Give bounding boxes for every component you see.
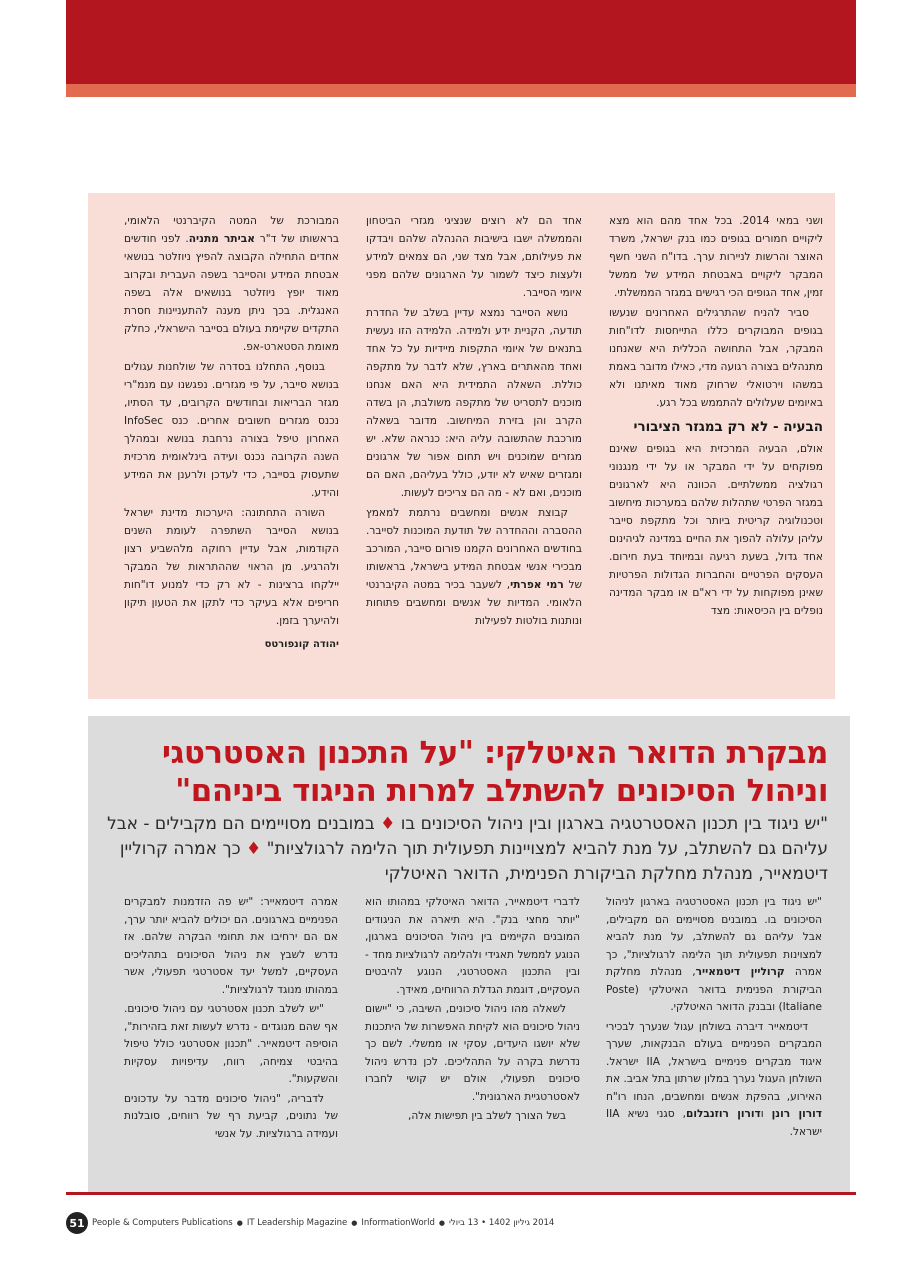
paragraph: לדברי דיטמאייר, הדואר האיטלקי במהותו הוא "יותר מחצי בנק". היא תיארה את הניגודים המובנים הקיימים בין ניהול הסיכונים בארגון, הנוגע לממשל תאגידי ולהלימה לרגולציות מחד - ובין התכנון האסטרטגי, הנוגע להיבטים העסקיים, דוגמת הגדלת הרווחים, מאידך. [365,896,580,996]
person-name: דורון רונן [771,1108,822,1120]
upper-article-column-1 [609,212,823,622]
person-name: קרוליין דיטמאייר [695,966,785,978]
paragraph: לדבריה, "ניהול סיכונים מדבר על עדכונים של נתונים, קביעת רף של רווחים, סובלנות ועמידה ברגולציות. על אנשי [124,1092,338,1140]
publisher-name: People & Computers Publications [92,1218,233,1228]
top-banner-stripe [66,84,856,97]
person-name: אביתר מתניה [188,233,255,245]
paragraph: דיטמאייר דיברה בשולחן עגול שנערך לבכירי המבקרים הפנימיים בעולם הבנקאות, שערך איגוד מבקרים פנימיים בישראל, IIA ישראל. השולחן העגול נערך במלון שרתון בתל אביב. את האירוע, בהפקת אנשים ומחשבים, הנחו רו"ח דורון רונן ודורון רוזנבלום, סגני נשיא IIA ישראל. [606,1020,822,1138]
paragraph: בשל הצורך לשלב בין תפישות אלה, [408,1110,566,1122]
paragraph: המבורכת של המטה הקיברנטי הלאומי, בראשותו של ד"ר אביתר מתניה. לפני חודשים אחדים התחילה הקבוצה להפיץ ניוזלטר בנושאי אבטחת המידע והסייבר בשפה העברית ובקרוב מאוד יופץ ניוזלטר בנושאים אלה בשפה האנגלית. בכך ניתן מענה להתעניינות חסרת התקדים שקיימת בעולם בסייבר הישראלי, כחלק מאומת הסטארט-אפ. [124,215,339,353]
magazine-name: IT Leadership Magazine [246,1218,348,1228]
page-number: 51 [66,1212,88,1234]
paragraph: אחד הם לא רוצים שנציגי מגזרי הביטחון והממשלה ישבו בישיבות ההנהלה שלהם ויבדקו את פעילותם, אבל מצד שני, הם צמאים למידע ולעצות כיצד לשמור על הארגונים שלהם מפני איומי הסייבר. [366,215,582,299]
paragraph: השורה התחתונה: היערכות מדינת ישראל בנושא הסייבר השתפרה לעומת השנים הקודמות, אבל עדיין רחוקה מלהשביע רצון ולהרגיע. מן הראוי שההתראות של המבקר יילקחו ברצינות - לא רק כדי למנוע דו"חות חריפים אלא בעיקר כדי לתקן את הטעון תיקון ולהיערך בזמן. [124,507,339,627]
section-heading: הבעיה - לא רק במגזר הציבורי [633,419,823,435]
article-subheading: "יש ניגוד בין תכנון האסטרטגיה בארגון ובין ניהול הסיכונים בו ♦ במובנים מסויימים הם מקבילים - אבל עליהם גם להשתלב, על מנת להביא למצויינות תפעולית תוך הלימה לרגולציות" ♦ כך אמרה קרוליין דיטמאייר, מנהלת מחלקת הביקורת הפנימית, הדואר האיטלקי [107,814,828,884]
diamond-icon: ♦ [245,839,262,859]
paragraph: לשאלה מהו ניהול סיכונים, השיבה, כי "יישום ניהול סיכונים הוא לקיחת האפשרות של היתכנות שלא יושגו היעדים, עסקי או ממשלי. לשם כך נדרשת בקרה על התהליכים. לכן נדרש ניהול סיכונים תפעולי, אולם יש קושי לחברו לאסטרטגיית הארגונית". [365,1003,580,1103]
bottom-rule [66,1192,856,1195]
paragraph: "יש ניגוד בין תכנון האסטרטגיה בארגון לניהול הסיכונים בו. במובנים מסויימים הם מקבילים, אבל עליהם גם להשתלב, על מנת להביא למצוינות תפעולית תוך הלימה לרגולציות", כך אמרה קרוליין דיטמאייר, מנהלת מחלקת הביקורת הפנימית בדואר האיטלקי (Poste Italiane) ובבנק הדואר האיטלקי. [606,896,822,1013]
bullet-icon: ● [351,1219,358,1227]
person-name: רמי אפרתי [510,579,564,591]
upper-article-column-3 [124,212,339,654]
magazine-name: InformationWorld [361,1218,435,1228]
paragraph: ושני במאי 2014. בכל אחד מהם הוא מצא ליקויים חמורים בגופים כמו בנק ישראל, משרד האוצר והרשות לניירות ערך. בדו"ח השני חשף המבקר ליקויים באבטחת המידע של ממשל זמין, אחד הגופים הכי רגישים במגזר הממשלתי. [609,215,823,299]
paragraph: בנוסף, התחלנו בסדרה של שולחנות עגולים בנושא סייבר, על פי מגזרים. נפגשנו עם מנמ"רי מגזר הבריאות ובחודשים הקרובים, עד הסתיו, נכנס מגזרים חשובים אחרים. כנס InfoSec האחרון טיפל בצורה נרחבת בנושא ובמהלך השנה הקרובה נכנס ועידה בינלאומית מרכזית שתעסוק בסייבר, כדי לעדכן ולרענן את המידע והידע. [124,361,339,499]
lower-article-column-1 [606,894,822,1143]
author-signature: יהודה קונפורטס [264,639,339,650]
bullet-icon: ● [438,1219,446,1227]
paragraph: אולם, הבעיה המרכזית היא בגופים שאינם מפוקחים על ידי המבקר או על ידי מנגנוני רגולציה ממשלתיים. הכוונה היא לארגונים במגזר הפרטי שתהלות שלהם במערכות מיחשוב וטכנולוגיה קריטית ביותר וכל מתקפת סייבר עליהן עלולה להפוך את החיים במדינה לגיהינום אחד גדול, בשעת רגיעה ובמיוחד בעת חירום. העסקים הפרטיים והחברות הגדולות הפרטיות שאינן מפוקחות על ידי רא"ם או מבקר המדינה נופלים בין הכיסאות: מצד [609,443,823,617]
lower-article-column-3 [124,894,338,1145]
issue-info: 2014 גיליון 1402 • 13 ביולי [449,1218,555,1228]
paragraph: "יש לשלב תכנון אסטרטגי עם ניהול סיכונים. אף שהם מנוגדים - נדרש לעשות זאת בזהירות", הוסיפה דיטמאייר. "תכנון אסטרטגי כולל טיפול בהיבטי צמיחה, רווח, עדיפויות עסקיות והשקעות". [124,1003,338,1085]
article-headline: מבקרת הדואר האיטלקי: "על התכנון האסטרטגי וניהול הסיכונים להשתלב למרות הניגוד ביניהם" [161,735,828,809]
diamond-icon: ♦ [380,814,396,834]
upper-article-column-2 [366,212,582,632]
lower-article-column-2 [365,894,580,1128]
page-footer [66,1211,554,1235]
bullet-icon: ● [236,1219,243,1227]
top-banner [66,0,856,84]
paragraph: אמרה דיטמאייר: "יש פה הזדמנות למבקרים הפנימיים בארגונים. הם יכולים להביא יותר ערך, אם הם ירחיבו את תחומי הבקרה שלהם. אז נדרש לשבץ את ניהול הסיכונים בתהליכים העסקיים, למשל יעד אסטרטגי תפעולי, אשר במהותו מנוגד לרגולציות". [124,896,338,996]
paragraph: נושא הסייבר נמצא עדיין בשלב של החדרת תודעה, הקניית ידע ולמידה. הלמידה הזו נעשית בתנאים של איומי התקפות מיידיות על כל אחד ואחד מהאתרים בארץ, שלא לדבר על מתקפה כוללת. השאלה התמידית היא האם אנחנו מוכנים לתסריט של מתקפה משולבת, הן בשדה הקרב והן בזירת המיחשוב. מדובר בשאלה מורכבת שהתשובה עליה היא: כנראה שלא. יש מגזרים שמוכנים ויש תחום אפור של ארגונים ומגזרים שאיש לא יודע, כולל בעליהם, האם הם מוכנים, ואם לא - מה הם צריכים לעשות. [366,307,582,499]
paragraph: סביר להניח שהתרגילים האחרונים שנעשו בגופים המבוקרים כללו התייחסות לדו"חות המבקר, אבל התחושה הכללית היא שאנחנו מתנהלים בצורה רגועה מדי, כאילו מדובר באמת במשהו וירטואלי שרחוק מאוד מאיתנו ולא באיומים שעלולים להתממש בכל רגע. [609,307,823,409]
paragraph: קבוצת אנשים ומחשבים נרתמת למאמץ ההסברה וההחדרה של תודעת המוכנות לסייבר. בחודשים האחרונים הקמנו פורום סייבר, המורכב מבכירי אנשי אבטחת המידע בישראל, בראשותו של רמי אפרתי, לשעבר בכיר במטה הקיברנטי הלאומי. המדיות של אנשים ומחשבים פתוחות ונותנות בולטות לפעילות [366,507,582,627]
person-name: דורון רוזנבלום [685,1108,761,1120]
